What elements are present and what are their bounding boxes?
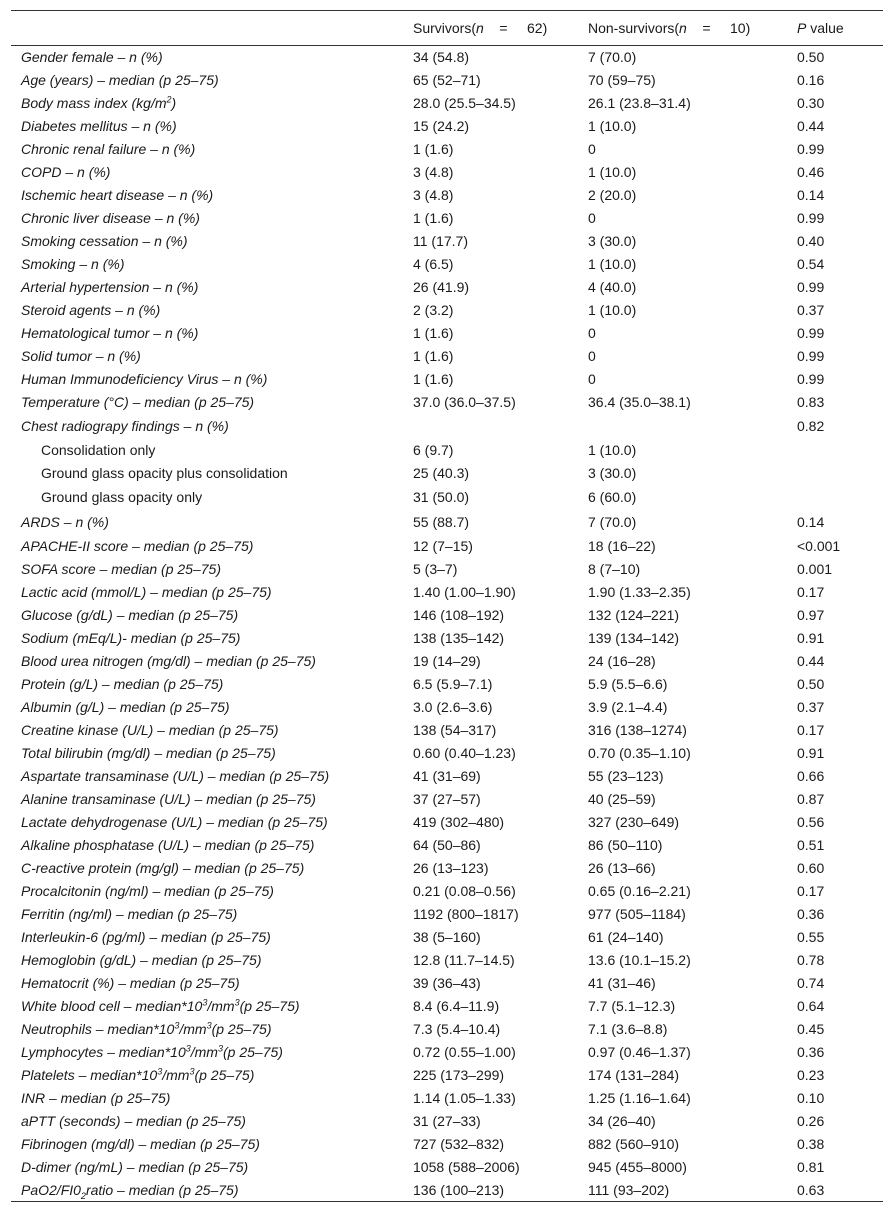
non-survivors-value: 7.1 (3.6–8.8) <box>588 1021 668 1037</box>
non-survivors-value: 34 (26–40) <box>588 1113 656 1129</box>
survivors-value: 19 (14–29) <box>413 653 481 669</box>
table-row <box>11 1064 883 1087</box>
p-value: 0.17 <box>797 722 825 738</box>
non-survivors-value: 86 (50–110) <box>588 837 663 853</box>
table-row <box>11 834 883 857</box>
table-row <box>11 1179 883 1202</box>
p-value: 0.26 <box>797 1113 825 1129</box>
row-label: Total bilirubin (mg/dl) – median (p 25–75) <box>21 745 276 761</box>
p-value: 0.17 <box>797 584 825 600</box>
table-row <box>11 46 883 69</box>
table-row <box>11 558 883 581</box>
table-row <box>11 765 883 788</box>
row-label: Neutrophils – $median*10^3/mm^3(p$ 25–75) <box>21 1020 272 1037</box>
table-row <box>11 368 883 391</box>
table-row <box>11 345 883 368</box>
non-survivors-value: 3.9 (2.1–4.4) <box>588 699 668 715</box>
row-label: Aspartate transaminase (U/L) – median (p 25–75) <box>21 768 330 784</box>
table-row <box>11 926 883 949</box>
survivors-value: 5 (3–7) <box>413 561 458 577</box>
row-label: Human Immunodeficiency Virus – n (%) <box>21 371 268 387</box>
p-value: 0.83 <box>797 394 825 410</box>
table-row <box>11 719 883 742</box>
non-survivors-value: 26 (13–66) <box>588 860 656 876</box>
p-value: 0.99 <box>797 348 825 364</box>
p-value: 0.54 <box>797 256 825 272</box>
p-value: <0.001 <box>797 538 841 554</box>
table-header-row <box>11 11 883 46</box>
survivors-value: 1058 (588–2006) <box>413 1159 520 1175</box>
row-label: Alanine transaminase (U/L) – median (p 25–75) <box>21 791 316 807</box>
header-survivors <box>408 11 584 46</box>
p-value: 0.91 <box>797 630 825 646</box>
non-survivors-value: 55 (23–123) <box>588 768 664 784</box>
row-label: Interleukin-6 (pg/ml) – median (p 25–75) <box>21 929 271 945</box>
p-value: 0.30 <box>797 95 825 111</box>
non-survivors-value: 0 <box>588 210 596 226</box>
row-label: Glucose (g/dL) – median (p 25–75) <box>21 607 239 623</box>
table-row <box>11 391 883 414</box>
table-row <box>11 1018 883 1041</box>
table-row <box>11 627 883 650</box>
table-row <box>11 1087 883 1110</box>
survivors-value: 1 (1.6) <box>413 141 454 157</box>
row-label: Lactate dehydrogenase (U/L) – median (p 25–75) <box>21 814 328 830</box>
table-row <box>11 581 883 604</box>
row-label: D-dimer (ng/mL) – median (p 25–75) <box>21 1159 249 1175</box>
non-survivors-value: 40 (25–59) <box>588 791 656 807</box>
p-value: 0.44 <box>797 118 825 134</box>
row-label: Creatine kinase (U/L) – median (p 25–75) <box>21 722 279 738</box>
row-label: Protein (g/L) – median (p 25–75) <box>21 676 224 692</box>
row-label: COPD – n (%) <box>21 164 111 180</box>
table-row <box>11 995 883 1018</box>
survivors-value: 136 (100–213) <box>408 1179 584 1202</box>
non-survivors-value: 977 (505–1184) <box>588 906 686 922</box>
survivors-value: 55 (88.7) <box>413 514 470 530</box>
row-label: Chronic renal failure – n (%) <box>21 141 196 157</box>
p-value: 0.55 <box>797 929 825 945</box>
table-row <box>11 903 883 926</box>
table-row <box>11 322 883 345</box>
p-value: 0.97 <box>797 607 825 623</box>
table-row <box>11 857 883 880</box>
table-row <box>11 535 883 558</box>
table-row <box>11 462 883 485</box>
p-value: 0.99 <box>797 210 825 226</box>
survivors-value: 0.60 (0.40–1.23) <box>413 745 516 761</box>
p-value: 0.45 <box>797 1021 825 1037</box>
non-survivors-value: 174 (131–284) <box>588 1067 680 1083</box>
survivors-value: 3 (4.8) <box>413 187 454 203</box>
survivors-value: 4 (6.5) <box>413 256 454 272</box>
non-survivors-value: 1 (10.0) <box>588 442 637 458</box>
survivors-value: 31 (27–33) <box>413 1113 481 1129</box>
p-value: 0.99 <box>797 325 825 341</box>
row-label: INR – median (p 25–75) <box>21 1090 171 1106</box>
p-value: 0.78 <box>797 952 825 968</box>
survivors-value: 15 (24.2) <box>413 118 470 134</box>
row-label: Temperature (°C) – median (p 25–75) <box>21 394 255 410</box>
row-label: Age (years) – median (p 25–75) <box>21 72 219 88</box>
row-label: aPTT (seconds) – median (p 25–75) <box>21 1113 246 1129</box>
row-label: Body mass index $(kg/m^2)$ <box>21 94 177 111</box>
row-label: Steroid agents – n (%) <box>21 302 161 318</box>
table-row <box>11 742 883 765</box>
p-value: 0.17 <box>797 883 825 899</box>
survivors-value: 138 (135–142) <box>413 630 505 646</box>
p-value: 0.36 <box>797 1044 825 1060</box>
table-row <box>11 650 883 673</box>
p-value: 0.46 <box>797 164 825 180</box>
table-row <box>11 299 883 322</box>
header-non-survivors <box>584 11 794 46</box>
table-row <box>11 253 883 276</box>
non-survivors-value: 327 (230–649) <box>588 814 680 830</box>
p-value: 0.23 <box>797 1067 825 1083</box>
row-label: Platelets – $median*10^3/mm^3(p$ 25–75) <box>21 1066 255 1083</box>
p-value: 0.36 <box>797 906 825 922</box>
survivors-value: 2 (3.2) <box>413 302 454 318</box>
p-value: 0.38 <box>797 1136 825 1152</box>
p-value: 0.44 <box>797 653 825 669</box>
p-value: 0.87 <box>797 791 825 807</box>
table-row <box>11 230 883 253</box>
non-survivors-value: 36.4 (35.0–38.1) <box>588 394 691 410</box>
non-survivors-value: 0 <box>588 325 596 341</box>
non-survivors-value: 4 (40.0) <box>588 279 637 295</box>
row-label: APACHE-II score – median (p 25–75) <box>21 538 254 554</box>
table-row <box>11 811 883 834</box>
non-survivors-value: 3 (30.0) <box>588 465 637 481</box>
row-label: Fibrinogen (mg/dl) – median (p 25–75) <box>21 1136 260 1152</box>
non-survivors-value: 6 (60.0) <box>588 489 637 505</box>
non-survivors-value: 111 (93–202) <box>584 1179 794 1202</box>
p-value: 0.10 <box>797 1090 825 1106</box>
row-label: C-reactive protein (mg/gl) – median (p 25–75) <box>21 860 305 876</box>
p-value: 0.50 <box>797 676 825 692</box>
table-row <box>11 184 883 207</box>
p-value: 0.14 <box>797 187 825 203</box>
table-row <box>11 510 883 535</box>
non-survivors-value: 0 <box>588 371 596 387</box>
p-value <box>794 485 883 510</box>
survivors-value: 38 (5–160) <box>413 929 481 945</box>
survivors-value: 28.0 (25.5–34.5) <box>413 95 516 111</box>
survivors-value <box>408 414 584 439</box>
row-label: SOFA score – median (p 25–75) <box>21 561 221 577</box>
survivors-value: 6.5 (5.9–7.1) <box>413 676 493 692</box>
survivors-value: 41 (31–69) <box>413 768 481 784</box>
survivors-value: 1 (1.6) <box>413 325 454 341</box>
p-value: 0.14 <box>797 514 825 530</box>
row-label: Ground glass opacity plus consolidation <box>41 465 288 481</box>
survivors-value: 6 (9.7) <box>413 442 454 458</box>
non-survivors-value: 0 <box>588 348 596 364</box>
p-value: 0.99 <box>797 141 825 157</box>
header-p-value-text: P value <box>797 20 844 36</box>
row-label: Sodium (mEq/L)- median (p 25–75) <box>21 630 241 646</box>
table-row <box>11 673 883 696</box>
p-value: 0.63 <box>794 1179 883 1202</box>
header-non-survivors-text: Non-survivors(n = 10) <box>588 20 751 36</box>
survivors-value: 25 (40.3) <box>413 465 470 481</box>
p-value: 0.56 <box>797 814 825 830</box>
survivors-value: 12 (7–15) <box>413 538 473 554</box>
p-value: 0.82 <box>797 418 825 434</box>
table-row <box>11 439 883 462</box>
non-survivors-value: 1 (10.0) <box>588 164 637 180</box>
header-survivors-text: Survivors(n = 62) <box>413 20 548 36</box>
non-survivors-value: 18 (16–22) <box>588 538 656 554</box>
table-row <box>11 1133 883 1156</box>
row-label: Alkaline phosphatase (U/L) – median (p 25–75) <box>21 837 315 853</box>
non-survivors-value: 0.65 (0.16–2.21) <box>588 883 691 899</box>
table-row <box>11 1110 883 1133</box>
table-row <box>11 1156 883 1179</box>
survivors-value: 31 (50.0) <box>413 489 470 505</box>
p-value: 0.99 <box>797 371 825 387</box>
table-row <box>11 604 883 627</box>
p-value: 0.001 <box>797 561 833 577</box>
table-row <box>11 92 883 115</box>
survivors-value: 39 (36–43) <box>413 975 481 991</box>
row-label: Smoking – n (%) <box>21 256 125 272</box>
non-survivors-value: 1 (10.0) <box>588 302 637 318</box>
row-label: Hematological tumor – n (%) <box>21 325 199 341</box>
non-survivors-value: 132 (124–221) <box>588 607 680 623</box>
survivors-value: 37 (27–57) <box>413 791 481 807</box>
table-row <box>11 788 883 811</box>
row-label: Albumin (g/L) – median (p 25–75) <box>21 699 230 715</box>
survivors-value: 138 (54–317) <box>413 722 497 738</box>
survivors-value: 8.4 (6.4–11.9) <box>413 998 500 1014</box>
p-value: 0.64 <box>797 998 825 1014</box>
row-label: Consolidation only <box>41 442 156 458</box>
non-survivors-value: 3 (30.0) <box>588 233 637 249</box>
row-label: Arterial hypertension – n (%) <box>21 279 199 295</box>
survivors-value: 11 (17.7) <box>413 233 468 249</box>
row-label: ARDS – n (%) <box>21 514 109 530</box>
survivors-value: 7.3 (5.4–10.4) <box>413 1021 501 1037</box>
survivors-value: 0.21 (0.08–0.56) <box>413 883 516 899</box>
non-survivors-value: 0 <box>588 141 596 157</box>
p-value: 0.50 <box>797 49 825 66</box>
non-survivors-value: 7 (70.0) <box>588 514 637 530</box>
patient-characteristics-table <box>11 10 883 1202</box>
p-value: 0.81 <box>797 1159 825 1175</box>
table-row <box>11 1041 883 1064</box>
p-value: 0.66 <box>797 768 825 784</box>
row-label: Solid tumor – n (%) <box>21 348 141 364</box>
survivors-value: 1192 (800–1817) <box>413 906 519 922</box>
header-label-column <box>11 11 408 46</box>
table-row <box>11 880 883 903</box>
p-value <box>794 439 883 462</box>
non-survivors-value: 7.7 (5.1–12.3) <box>588 998 676 1014</box>
non-survivors-value: 2 (20.0) <box>588 187 637 203</box>
row-label: Diabetes mellitus – n (%) <box>21 118 177 134</box>
survivors-value: 146 (108–192) <box>413 607 505 623</box>
non-survivors-value: 24 (16–28) <box>588 653 656 669</box>
table-row <box>11 949 883 972</box>
row-label: Chest radiograpy findings – n (%) <box>21 418 229 434</box>
survivors-value: 1.40 (1.00–1.90) <box>413 584 516 600</box>
row-label: Lymphocytes – $median*10^3/mm^3(p$ 25–75) <box>21 1043 283 1060</box>
non-survivors-value: 70 (59–75) <box>588 72 656 88</box>
table-row <box>11 696 883 719</box>
non-survivors-value: 26.1 (23.8–31.4) <box>588 95 691 111</box>
header-p-value <box>794 11 883 46</box>
survivors-value: 65 (52–71) <box>413 72 481 88</box>
non-survivors-value: 13.6 (10.1–15.2) <box>588 952 691 968</box>
table-row <box>11 972 883 995</box>
non-survivors-value: 139 (134–142) <box>588 630 680 646</box>
non-survivors-value: 7 (70.0) <box>588 49 637 66</box>
survivors-value: 64 (50–86) <box>413 837 481 853</box>
row-label: $PaO2/FI0_2ratio$ – median (p 25–75) <box>11 1179 408 1202</box>
table-row <box>11 207 883 230</box>
row-label: Gender female – n (%) <box>21 49 163 66</box>
non-survivors-value <box>584 414 794 439</box>
row-label: Chronic liver disease – n (%) <box>21 210 200 226</box>
p-value: 0.51 <box>797 837 825 853</box>
p-value: 0.37 <box>797 699 825 715</box>
survivors-value: 0.72 (0.55–1.00) <box>413 1044 516 1060</box>
survivors-value: 26 (41.9) <box>413 279 470 295</box>
survivors-value: 225 (173–299) <box>413 1067 505 1083</box>
row-label: Ferritin (ng/ml) – median (p 25–75) <box>21 906 238 922</box>
survivors-value: 3 (4.8) <box>413 164 454 180</box>
survivors-value: 419 (302–480) <box>413 814 505 830</box>
p-value: 0.74 <box>797 975 825 991</box>
row-label: Lactic acid (mmol/L) – median (p 25–75) <box>21 584 272 600</box>
table-row <box>11 414 883 439</box>
row-label: Procalcitonin (ng/ml) – median (p 25–75) <box>21 883 274 899</box>
p-value: 0.37 <box>797 302 825 318</box>
non-survivors-value: 0.97 (0.46–1.37) <box>588 1044 691 1060</box>
non-survivors-value: 882 (560–910) <box>588 1136 680 1152</box>
p-value: 0.40 <box>797 233 825 249</box>
table-container <box>11 10 883 1202</box>
non-survivors-value: 61 (24–140) <box>588 929 664 945</box>
non-survivors-value: 0.70 (0.35–1.10) <box>588 745 691 761</box>
non-survivors-value: 8 (7–10) <box>588 561 641 577</box>
non-survivors-value: 1 (10.0) <box>588 118 637 134</box>
row-label: White blood cell – $median*10^3/mm^3(p$ 25–75) <box>21 997 300 1014</box>
row-label: Hemoglobin (g/dL) – median (p 25–75) <box>21 952 262 968</box>
table-row <box>11 69 883 92</box>
survivors-value: 1.14 (1.05–1.33) <box>413 1090 516 1106</box>
survivors-value: 37.0 (36.0–37.5) <box>413 394 516 410</box>
non-survivors-value: 316 (138–1274) <box>588 722 687 738</box>
table-row <box>11 485 883 510</box>
non-survivors-value: 1 (10.0) <box>588 256 637 272</box>
p-value: 0.91 <box>797 745 825 761</box>
p-value: 0.16 <box>797 72 825 88</box>
row-label: Smoking cessation – n (%) <box>21 233 188 249</box>
row-label: Ground glass opacity only <box>41 489 203 505</box>
table-row <box>11 138 883 161</box>
non-survivors-value: 945 (455–8000) <box>588 1159 687 1175</box>
non-survivors-value: 41 (31–46) <box>588 975 656 991</box>
survivors-value: 1 (1.6) <box>413 371 454 387</box>
survivors-value: 3.0 (2.6–3.6) <box>413 699 493 715</box>
p-value <box>794 462 883 485</box>
survivors-value: 12.8 (11.7–14.5) <box>413 952 515 968</box>
table-body <box>11 46 883 1202</box>
row-label: Ischemic heart disease – n (%) <box>21 187 214 203</box>
non-survivors-value: 1.25 (1.16–1.64) <box>588 1090 691 1106</box>
row-label: Hematocrit (%) – median (p 25–75) <box>21 975 240 991</box>
survivors-value: 26 (13–123) <box>413 860 489 876</box>
table-row <box>11 276 883 299</box>
row-label: Blood urea nitrogen (mg/dl) – median (p 25–75) <box>21 653 316 669</box>
table-row <box>11 115 883 138</box>
survivors-value: 1 (1.6) <box>413 348 454 364</box>
survivors-value: 727 (532–832) <box>413 1136 505 1152</box>
survivors-value: 34 (54.8) <box>413 49 470 66</box>
non-survivors-value: 1.90 (1.33–2.35) <box>588 584 691 600</box>
survivors-value: 1 (1.6) <box>413 210 454 226</box>
non-survivors-value: 5.9 (5.5–6.6) <box>588 676 668 692</box>
table-row <box>11 161 883 184</box>
p-value: 0.60 <box>797 860 825 876</box>
p-value: 0.99 <box>797 279 825 295</box>
